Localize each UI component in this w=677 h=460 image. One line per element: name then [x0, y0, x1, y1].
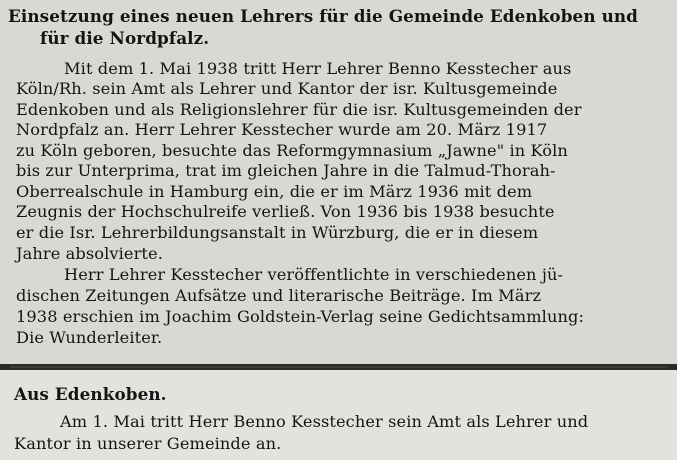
paragraph-line: 1938 erschien im Joachim Goldstein-Verlag seine Gedichtsammlung: [16, 307, 585, 326]
paragraph-line: Jahre absolvierte. [16, 244, 163, 263]
paragraph-line: Edenkoben und als Religionslehrer für die isr. Kultusgemeinden der [16, 100, 582, 119]
paragraph-line: Oberrealschule in Hamburg ein, die er im März 1936 mit dem [16, 182, 533, 201]
paragraph-line: Mit dem 1. Mai 1938 tritt Herr Lehrer Benno Kesstecher aus [64, 59, 572, 78]
paragraph-line: Zeugnis der Hochschulreife verließ. Von 1936 bis 1938 besuchte [16, 202, 555, 221]
paragraph-line: bis zur Unterprima, trat im gleichen Jahre in die Talmud-Thorah- [16, 161, 556, 180]
article-title-line-2: für die Nordpfalz. [40, 28, 210, 48]
paragraph-line: Köln/Rh. sein Amt als Lehrer und Kantor der isr. Kultusgemeinde [16, 79, 558, 98]
article-title: Aus Edenkoben. [14, 384, 167, 404]
paragraph-line: zu Köln geboren, besuchte das Reformgymnasium „Jawne" in Köln [16, 141, 568, 160]
paragraph-line: er die Isr. Lehrerbildungsanstalt in Würzburg, die er in diesem [16, 223, 539, 242]
paragraph-line: Kantor in unserer Gemeinde an. [14, 434, 282, 453]
clipping-divider [10, 366, 667, 368]
paragraph-line: Nordpfalz an. Herr Lehrer Kesstecher wurde am 20. März 1917 [16, 120, 548, 139]
paragraph-line: dischen Zeitungen Aufsätze und literarische Beiträge. Im März [16, 286, 542, 305]
paragraph-line: Herr Lehrer Kesstecher veröffentlichte in verschiedenen jü- [64, 265, 564, 284]
article-title-line-1: Einsetzung eines neuen Lehrers für die Gemeinde Edenkoben und [8, 6, 639, 26]
paragraph-line: Am 1. Mai tritt Herr Benno Kesstecher sein Amt als Lehrer und [60, 412, 589, 431]
article-clipping-bottom [0, 370, 677, 460]
paragraph-line: Die Wunderleiter. [16, 328, 163, 347]
